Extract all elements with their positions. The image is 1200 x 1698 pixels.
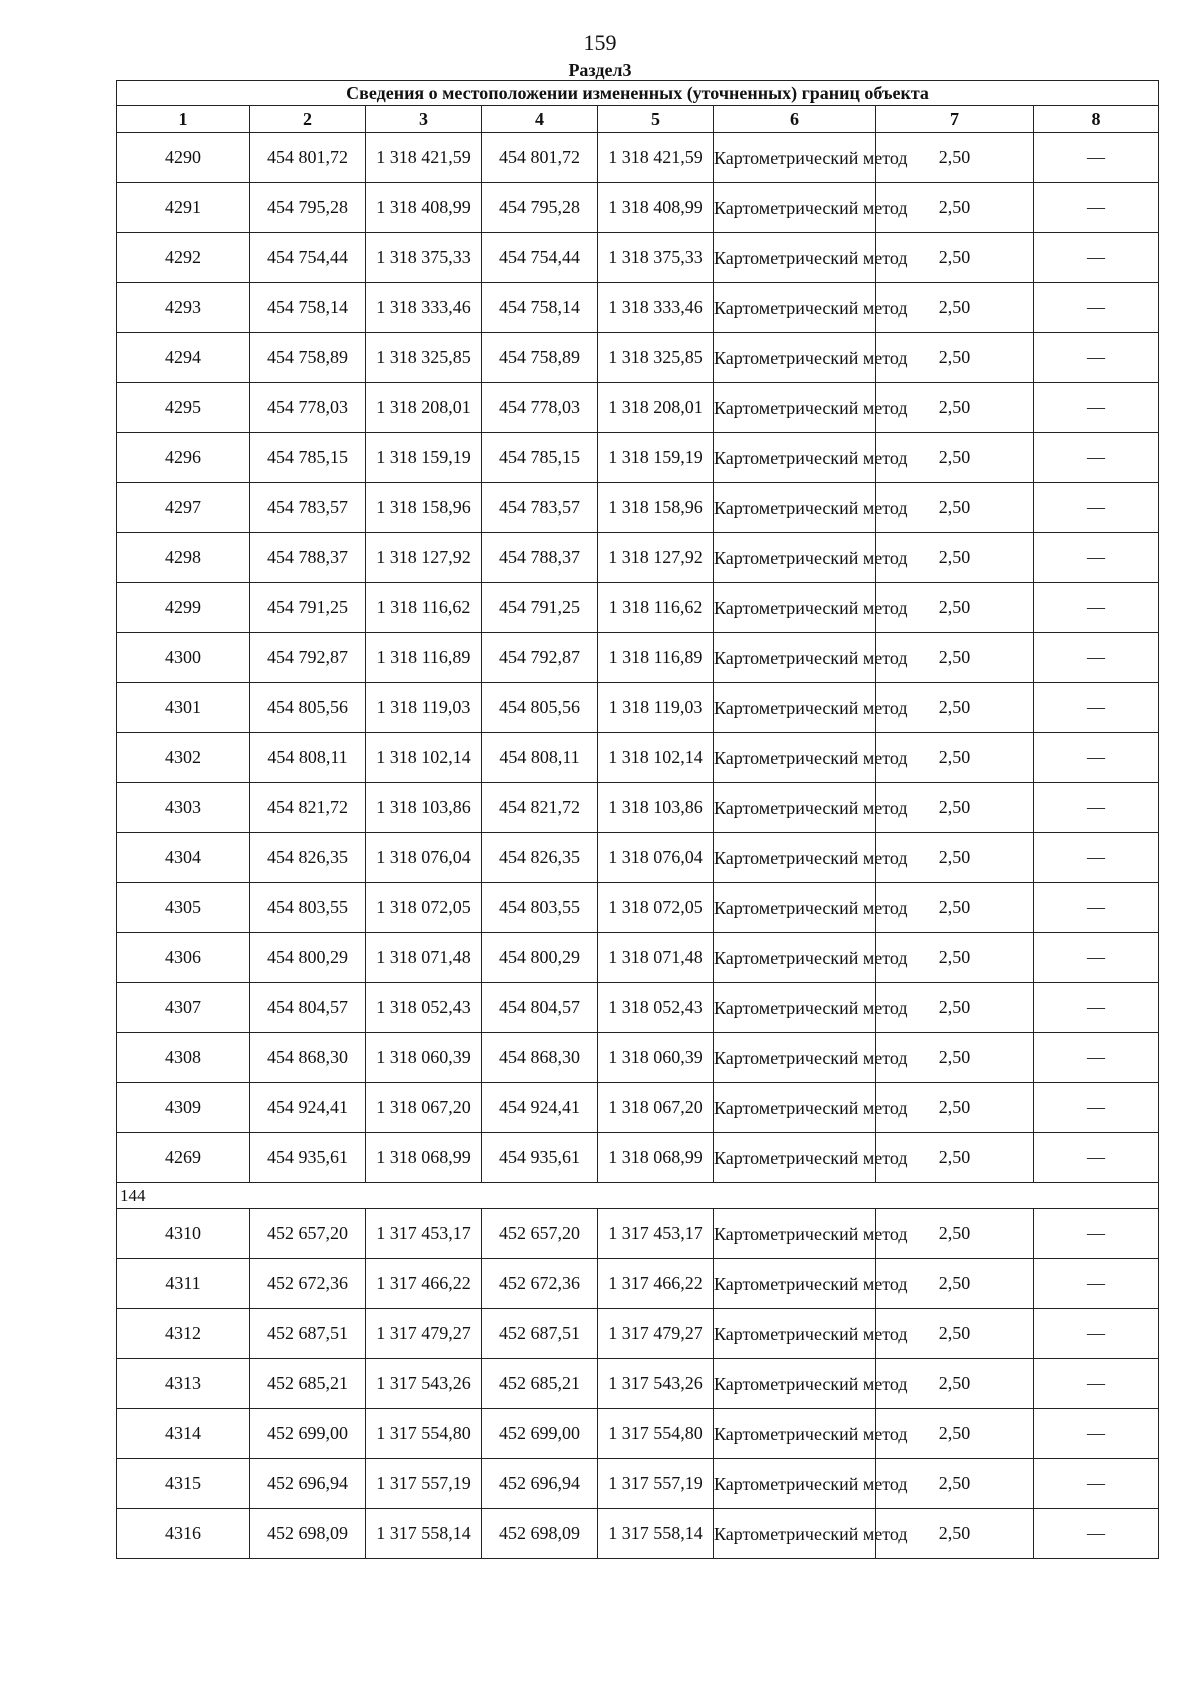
y-new-cell: 1 317 453,17 (598, 1209, 714, 1259)
x-old-cell: 454 791,25 (250, 583, 366, 633)
table-row (117, 133, 1159, 183)
method-cell: Картометрический метод (714, 133, 876, 183)
method-cell: Картометрический метод (714, 783, 876, 833)
column-number: 8 (1034, 106, 1159, 133)
table-row (117, 783, 1159, 833)
table-row (117, 1459, 1159, 1509)
x-new-cell: 454 758,89 (482, 333, 598, 383)
description-cell: — (1034, 1409, 1159, 1459)
y-old-cell: 1 317 558,14 (366, 1509, 482, 1559)
method-cell: Картометрический метод (714, 933, 876, 983)
y-new-cell: 1 318 071,48 (598, 933, 714, 983)
point-number-cell: 4304 (117, 833, 250, 883)
description-cell: — (1034, 233, 1159, 283)
y-old-cell: 1 318 208,01 (366, 383, 482, 433)
y-old-cell: 1 318 158,96 (366, 483, 482, 533)
point-number-cell: 4308 (117, 1033, 250, 1083)
table-row (117, 1133, 1159, 1183)
point-number-cell: 4299 (117, 583, 250, 633)
y-new-cell: 1 317 558,14 (598, 1509, 714, 1559)
column-number-row (117, 106, 1159, 133)
x-old-cell: 452 657,20 (250, 1209, 366, 1259)
precision-cell: 2,50 (876, 1459, 1034, 1509)
y-old-cell: 1 317 479,27 (366, 1309, 482, 1359)
description-cell: — (1034, 833, 1159, 883)
y-new-cell: 1 318 060,39 (598, 1033, 714, 1083)
point-number-cell: 4316 (117, 1509, 250, 1559)
precision-cell: 2,50 (876, 333, 1034, 383)
x-new-cell: 454 804,57 (482, 983, 598, 1033)
description-cell: — (1034, 583, 1159, 633)
description-cell: — (1034, 333, 1159, 383)
y-new-cell: 1 317 466,22 (598, 1259, 714, 1309)
precision-cell: 2,50 (876, 283, 1034, 333)
column-number: 4 (482, 106, 598, 133)
precision-cell: 2,50 (876, 433, 1034, 483)
description-cell: — (1034, 633, 1159, 683)
table-row (117, 283, 1159, 333)
y-new-cell: 1 318 116,89 (598, 633, 714, 683)
table-row (117, 833, 1159, 883)
y-old-cell: 1 318 421,59 (366, 133, 482, 183)
method-cell: Картометрический метод (714, 433, 876, 483)
table-row (117, 1359, 1159, 1409)
description-cell: — (1034, 1359, 1159, 1409)
table-row (117, 1209, 1159, 1259)
y-new-cell: 1 318 127,92 (598, 533, 714, 583)
precision-cell: 2,50 (876, 183, 1034, 233)
y-new-cell: 1 317 554,80 (598, 1409, 714, 1459)
description-cell: — (1034, 1033, 1159, 1083)
y-old-cell: 1 318 127,92 (366, 533, 482, 583)
table-row (117, 433, 1159, 483)
y-old-cell: 1 318 068,99 (366, 1133, 482, 1183)
x-old-cell: 452 687,51 (250, 1309, 366, 1359)
description-cell: — (1034, 433, 1159, 483)
table-row (117, 1309, 1159, 1359)
point-number-cell: 4303 (117, 783, 250, 833)
method-cell: Картометрический метод (714, 733, 876, 783)
y-old-cell: 1 317 466,22 (366, 1259, 482, 1309)
description-cell: — (1034, 133, 1159, 183)
table-row (117, 583, 1159, 633)
column-number: 5 (598, 106, 714, 133)
precision-cell: 2,50 (876, 583, 1034, 633)
x-new-cell: 452 657,20 (482, 1209, 598, 1259)
precision-cell: 2,50 (876, 833, 1034, 883)
precision-cell: 2,50 (876, 1509, 1034, 1559)
x-new-cell: 452 685,21 (482, 1359, 598, 1409)
point-number-cell: 4297 (117, 483, 250, 533)
method-cell: Картометрический метод (714, 1209, 876, 1259)
y-old-cell: 1 318 076,04 (366, 833, 482, 883)
x-old-cell: 452 696,94 (250, 1459, 366, 1509)
point-number-cell: 4291 (117, 183, 250, 233)
point-number-cell: 4306 (117, 933, 250, 983)
method-cell: Картометрический метод (714, 1309, 876, 1359)
point-number-cell: 4300 (117, 633, 250, 683)
description-cell: — (1034, 1259, 1159, 1309)
precision-cell: 2,50 (876, 783, 1034, 833)
x-new-cell: 454 754,44 (482, 233, 598, 283)
table-row (117, 683, 1159, 733)
method-cell: Картометрический метод (714, 1259, 876, 1309)
y-old-cell: 1 318 067,20 (366, 1083, 482, 1133)
contour-group-row (117, 1183, 1159, 1209)
method-cell: Картометрический метод (714, 1359, 876, 1409)
x-new-cell: 454 924,41 (482, 1083, 598, 1133)
x-new-cell: 452 698,09 (482, 1509, 598, 1559)
y-old-cell: 1 318 071,48 (366, 933, 482, 983)
y-old-cell: 1 318 159,19 (366, 433, 482, 483)
description-cell: — (1034, 1509, 1159, 1559)
y-new-cell: 1 318 159,19 (598, 433, 714, 483)
description-cell: — (1034, 1133, 1159, 1183)
x-old-cell: 454 758,89 (250, 333, 366, 383)
point-number-cell: 4296 (117, 433, 250, 483)
precision-cell: 2,50 (876, 233, 1034, 283)
method-cell: Картометрический метод (714, 533, 876, 583)
column-number: 3 (366, 106, 482, 133)
precision-cell: 2,50 (876, 1309, 1034, 1359)
precision-cell: 2,50 (876, 983, 1034, 1033)
x-new-cell: 454 778,03 (482, 383, 598, 433)
precision-cell: 2,50 (876, 883, 1034, 933)
y-new-cell: 1 317 479,27 (598, 1309, 714, 1359)
method-cell: Картометрический метод (714, 1133, 876, 1183)
x-old-cell: 452 672,36 (250, 1259, 366, 1309)
table-row (117, 933, 1159, 983)
method-cell: Картометрический метод (714, 1459, 876, 1509)
table-row (117, 883, 1159, 933)
x-old-cell: 454 826,35 (250, 833, 366, 883)
table-row (117, 1259, 1159, 1309)
x-new-cell: 452 672,36 (482, 1259, 598, 1309)
x-new-cell: 454 783,57 (482, 483, 598, 533)
point-number-cell: 4295 (117, 383, 250, 433)
point-number-cell: 4269 (117, 1133, 250, 1183)
x-new-cell: 452 696,94 (482, 1459, 598, 1509)
column-number: 2 (250, 106, 366, 133)
x-old-cell: 454 804,57 (250, 983, 366, 1033)
table-row (117, 483, 1159, 533)
description-cell: — (1034, 733, 1159, 783)
description-cell: — (1034, 483, 1159, 533)
point-number-cell: 4301 (117, 683, 250, 733)
column-number: 7 (876, 106, 1034, 133)
table-row (117, 1409, 1159, 1459)
precision-cell: 2,50 (876, 1409, 1034, 1459)
precision-cell: 2,50 (876, 933, 1034, 983)
description-cell: — (1034, 783, 1159, 833)
x-old-cell: 454 924,41 (250, 1083, 366, 1133)
x-new-cell: 454 801,72 (482, 133, 598, 183)
y-old-cell: 1 318 325,85 (366, 333, 482, 383)
table-row (117, 633, 1159, 683)
y-old-cell: 1 317 543,26 (366, 1359, 482, 1409)
table-row (117, 983, 1159, 1033)
x-new-cell: 454 805,56 (482, 683, 598, 733)
contour-number-label: 144 (117, 1183, 1159, 1209)
method-cell: Картометрический метод (714, 983, 876, 1033)
table-row (117, 383, 1159, 433)
description-cell: — (1034, 683, 1159, 733)
x-new-cell: 454 792,87 (482, 633, 598, 683)
y-new-cell: 1 318 333,46 (598, 283, 714, 333)
precision-cell: 2,50 (876, 383, 1034, 433)
x-old-cell: 454 808,11 (250, 733, 366, 783)
table-row (117, 183, 1159, 233)
x-old-cell: 452 685,21 (250, 1359, 366, 1409)
point-number-cell: 4314 (117, 1409, 250, 1459)
precision-cell: 2,50 (876, 1033, 1034, 1083)
method-cell: Картометрический метод (714, 1409, 876, 1459)
point-number-cell: 4313 (117, 1359, 250, 1409)
precision-cell: 2,50 (876, 683, 1034, 733)
point-number-cell: 4311 (117, 1259, 250, 1309)
y-old-cell: 1 318 375,33 (366, 233, 482, 283)
y-old-cell: 1 318 052,43 (366, 983, 482, 1033)
x-old-cell: 454 795,28 (250, 183, 366, 233)
method-cell: Картометрический метод (714, 283, 876, 333)
y-old-cell: 1 317 453,17 (366, 1209, 482, 1259)
y-new-cell: 1 318 208,01 (598, 383, 714, 433)
precision-cell: 2,50 (876, 1133, 1034, 1183)
table-caption: Сведения о местоположении измененных (уточненных) границ объекта (117, 81, 1159, 106)
precision-cell: 2,50 (876, 633, 1034, 683)
x-old-cell: 454 803,55 (250, 883, 366, 933)
x-new-cell: 454 803,55 (482, 883, 598, 933)
method-cell: Картометрический метод (714, 583, 876, 633)
x-old-cell: 452 699,00 (250, 1409, 366, 1459)
x-old-cell: 454 801,72 (250, 133, 366, 183)
precision-cell: 2,50 (876, 133, 1034, 183)
y-old-cell: 1 318 072,05 (366, 883, 482, 933)
point-number-cell: 4315 (117, 1459, 250, 1509)
description-cell: — (1034, 533, 1159, 583)
point-number-cell: 4294 (117, 333, 250, 383)
method-cell: Картометрический метод (714, 233, 876, 283)
y-old-cell: 1 317 557,19 (366, 1459, 482, 1509)
x-old-cell: 454 821,72 (250, 783, 366, 833)
x-new-cell: 454 826,35 (482, 833, 598, 883)
y-old-cell: 1 318 408,99 (366, 183, 482, 233)
method-cell: Картометрический метод (714, 683, 876, 733)
point-number-cell: 4293 (117, 283, 250, 333)
y-new-cell: 1 318 076,04 (598, 833, 714, 883)
precision-cell: 2,50 (876, 1259, 1034, 1309)
x-new-cell: 454 808,11 (482, 733, 598, 783)
description-cell: — (1034, 1209, 1159, 1259)
point-number-cell: 4312 (117, 1309, 250, 1359)
y-new-cell: 1 318 421,59 (598, 133, 714, 183)
column-number: 1 (117, 106, 250, 133)
x-old-cell: 454 868,30 (250, 1033, 366, 1083)
precision-cell: 2,50 (876, 1083, 1034, 1133)
y-new-cell: 1 318 119,03 (598, 683, 714, 733)
point-number-cell: 4307 (117, 983, 250, 1033)
y-old-cell: 1 318 060,39 (366, 1033, 482, 1083)
table-row (117, 533, 1159, 583)
boundary-coordinates-table (116, 80, 1159, 1559)
column-number: 6 (714, 106, 876, 133)
precision-cell: 2,50 (876, 533, 1034, 583)
table-row (117, 333, 1159, 383)
x-old-cell: 454 935,61 (250, 1133, 366, 1183)
x-new-cell: 452 699,00 (482, 1409, 598, 1459)
method-cell: Картометрический метод (714, 1509, 876, 1559)
table-row (117, 233, 1159, 283)
y-new-cell: 1 317 543,26 (598, 1359, 714, 1409)
x-new-cell: 454 795,28 (482, 183, 598, 233)
table-row (117, 733, 1159, 783)
y-new-cell: 1 318 158,96 (598, 483, 714, 533)
description-cell: — (1034, 183, 1159, 233)
y-new-cell: 1 318 325,85 (598, 333, 714, 383)
method-cell: Картометрический метод (714, 383, 876, 433)
page-number: 159 (583, 30, 617, 55)
description-cell: — (1034, 933, 1159, 983)
method-cell: Картометрический метод (714, 483, 876, 533)
x-new-cell: 454 800,29 (482, 933, 598, 983)
description-cell: — (1034, 983, 1159, 1033)
description-cell: — (1034, 1083, 1159, 1133)
x-old-cell: 454 800,29 (250, 933, 366, 983)
x-old-cell: 452 698,09 (250, 1509, 366, 1559)
description-cell: — (1034, 1459, 1159, 1509)
description-cell: — (1034, 883, 1159, 933)
method-cell: Картометрический метод (714, 883, 876, 933)
x-old-cell: 454 805,56 (250, 683, 366, 733)
x-new-cell: 454 868,30 (482, 1033, 598, 1083)
y-new-cell: 1 318 408,99 (598, 183, 714, 233)
y-old-cell: 1 318 116,89 (366, 633, 482, 683)
section-title: Раздел3 (568, 60, 632, 80)
y-old-cell: 1 318 333,46 (366, 283, 482, 333)
y-new-cell: 1 318 052,43 (598, 983, 714, 1033)
method-cell: Картометрический метод (714, 1033, 876, 1083)
point-number-cell: 4302 (117, 733, 250, 783)
x-new-cell: 454 785,15 (482, 433, 598, 483)
point-number-cell: 4292 (117, 233, 250, 283)
x-old-cell: 454 788,37 (250, 533, 366, 583)
table-row (117, 1509, 1159, 1559)
x-new-cell: 454 935,61 (482, 1133, 598, 1183)
x-old-cell: 454 754,44 (250, 233, 366, 283)
x-old-cell: 454 783,57 (250, 483, 366, 533)
x-old-cell: 454 785,15 (250, 433, 366, 483)
x-new-cell: 452 687,51 (482, 1309, 598, 1359)
x-old-cell: 454 792,87 (250, 633, 366, 683)
x-old-cell: 454 758,14 (250, 283, 366, 333)
description-cell: — (1034, 283, 1159, 333)
point-number-cell: 4309 (117, 1083, 250, 1133)
y-new-cell: 1 318 068,99 (598, 1133, 714, 1183)
y-new-cell: 1 318 375,33 (598, 233, 714, 283)
description-cell: — (1034, 1309, 1159, 1359)
y-old-cell: 1 318 103,86 (366, 783, 482, 833)
y-old-cell: 1 317 554,80 (366, 1409, 482, 1459)
x-old-cell: 454 778,03 (250, 383, 366, 433)
y-new-cell: 1 318 103,86 (598, 783, 714, 833)
method-cell: Картометрический метод (714, 1083, 876, 1133)
precision-cell: 2,50 (876, 1359, 1034, 1409)
method-cell: Картометрический метод (714, 183, 876, 233)
description-cell: — (1034, 383, 1159, 433)
y-new-cell: 1 318 116,62 (598, 583, 714, 633)
precision-cell: 2,50 (876, 733, 1034, 783)
table-row (117, 1033, 1159, 1083)
y-old-cell: 1 318 102,14 (366, 733, 482, 783)
x-new-cell: 454 791,25 (482, 583, 598, 633)
x-new-cell: 454 758,14 (482, 283, 598, 333)
method-cell: Картометрический метод (714, 633, 876, 683)
method-cell: Картометрический метод (714, 333, 876, 383)
point-number-cell: 4305 (117, 883, 250, 933)
y-new-cell: 1 318 102,14 (598, 733, 714, 783)
x-new-cell: 454 788,37 (482, 533, 598, 583)
y-old-cell: 1 318 116,62 (366, 583, 482, 633)
table-row (117, 1083, 1159, 1133)
precision-cell: 2,50 (876, 483, 1034, 533)
point-number-cell: 4298 (117, 533, 250, 583)
point-number-cell: 4290 (117, 133, 250, 183)
table-body (117, 133, 1159, 1559)
point-number-cell: 4310 (117, 1209, 250, 1259)
y-new-cell: 1 317 557,19 (598, 1459, 714, 1509)
y-new-cell: 1 318 072,05 (598, 883, 714, 933)
y-new-cell: 1 318 067,20 (598, 1083, 714, 1133)
precision-cell: 2,50 (876, 1209, 1034, 1259)
method-cell: Картометрический метод (714, 833, 876, 883)
y-old-cell: 1 318 119,03 (366, 683, 482, 733)
x-new-cell: 454 821,72 (482, 783, 598, 833)
